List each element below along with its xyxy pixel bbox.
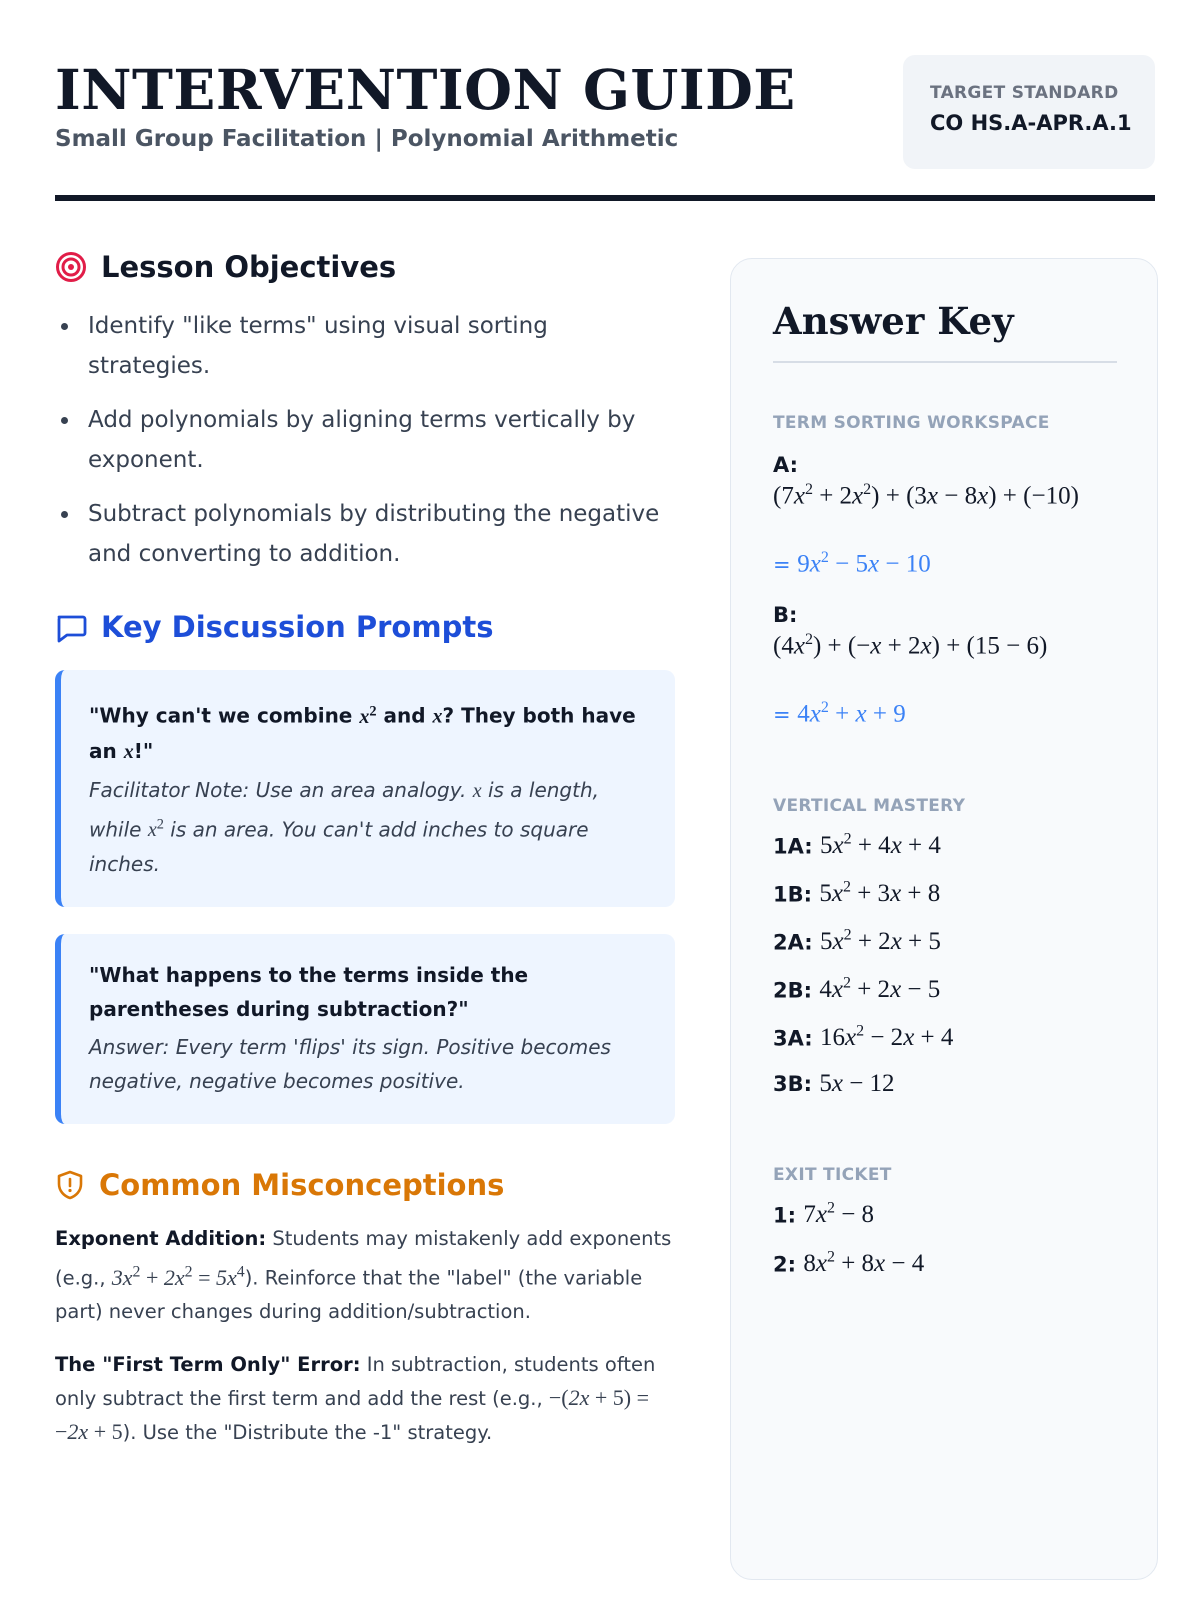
objectives-heading-text: Lesson Objectives [101, 250, 397, 284]
sorting-b-label: B: [773, 603, 798, 627]
misconception-exponent-addition: Exponent Addition: Students may mistakenly add exponents (e.g., $3x^2 + 2x^2 = 5x^4$). Reinforce that the "label" (the variable part) never changes during addition/subtraction. [55, 1227, 672, 1323]
prompt-card-1 [55, 670, 675, 907]
misconceptions-heading-text: Common Misconceptions [99, 1168, 505, 1203]
list-item: Identify "like terms" using visual sorting strategies. [55, 306, 675, 386]
answer-key-title: Answer Key [773, 299, 1014, 343]
message-square-icon [55, 611, 87, 643]
sorting-a-expression: $(7x^2 + 2x^2) + (3x - 8x) + (-10)$ [773, 481, 1079, 510]
target-icon [55, 251, 87, 283]
exit-answer-2: 2: $8x^2 + 8x - 4$ [773, 1249, 925, 1278]
objectives-heading [55, 250, 675, 284]
exit-ticket-heading: EXIT TICKET [773, 1165, 892, 1185]
list-item: Subtract polynomials by distributing the negative and converting to addition. [55, 494, 675, 574]
vertical-heading: VERTICAL MASTERY [773, 796, 966, 816]
sorting-a-label: A: [773, 453, 799, 477]
prompt-question: "Why can't we combine $x^2$ and x? They both have an x!" [89, 703, 636, 763]
misconception-first-term-only: The "First Term Only" Error: In subtraction, students often only subtract the first term and add the rest (e.g., −(2x + 5) = −2x + 5). Use the "Distribute the -1" strategy. [55, 1352, 656, 1444]
exit-answer-1: 1: $7x^2 - 8$ [773, 1200, 875, 1229]
page-title: INTERVENTION GUIDE [55, 57, 796, 122]
vertical-answer-1a: 1A: $5x^2 + 4x + 4$ [773, 831, 941, 860]
sorting-b-expression: $(4x^2) + (-x + 2x) + (15 - 6)$ [773, 631, 1048, 660]
target-standard-badge [903, 55, 1155, 169]
standard-label: TARGET STANDARD [930, 83, 1119, 103]
prompts-heading-text: Key Discussion Prompts [101, 610, 494, 644]
header-divider [55, 195, 1155, 201]
prompts-heading [55, 610, 675, 644]
prompt-question: "What happens to the terms inside the parentheses during subtraction?" [89, 963, 529, 1022]
misconceptions-heading [55, 1168, 675, 1202]
vertical-answer-3a: 3A: $16x^2 - 2x + 4$ [773, 1023, 954, 1052]
sorting-heading: TERM SORTING WORKSPACE [773, 413, 1050, 433]
standard-value: CO HS.A-APR.A.1 [930, 111, 1132, 135]
header [55, 52, 1155, 202]
prompt-card-2 [55, 934, 675, 1124]
sorting-a-answer: = $9x^2 - 5x - 10$ [773, 549, 931, 578]
shield-alert-icon [55, 1169, 85, 1201]
vertical-answer-1b: 1B: $5x^2 + 3x + 8$ [773, 879, 941, 908]
page-subtitle: Small Group Facilitation | Polynomial Arithmetic [55, 126, 679, 152]
answer-note: Answer: Every term 'flips' its sign. Positive becomes negative, negative becomes positive. [89, 1035, 611, 1094]
objectives-list [55, 306, 675, 574]
vertical-answer-2b: 2B: $4x^2 + 2x - 5$ [773, 975, 941, 1004]
answer-key-panel [730, 258, 1158, 1580]
answer-key-divider [773, 361, 1117, 363]
list-item: Add polynomials by aligning terms vertically by exponent. [55, 400, 675, 480]
vertical-answer-2a: 2A: $5x^2 + 2x + 5$ [773, 927, 941, 956]
facilitator-note: Facilitator Note: Use an area analogy. x is a length, while $x^2$ is an area. You can't add inches to square inches. [89, 777, 600, 877]
vertical-answer-3b: 3B: 5x − 12 [773, 1070, 895, 1097]
sorting-b-answer: = $4x^2 + x + 9$ [773, 699, 906, 728]
main-column [55, 250, 675, 1449]
